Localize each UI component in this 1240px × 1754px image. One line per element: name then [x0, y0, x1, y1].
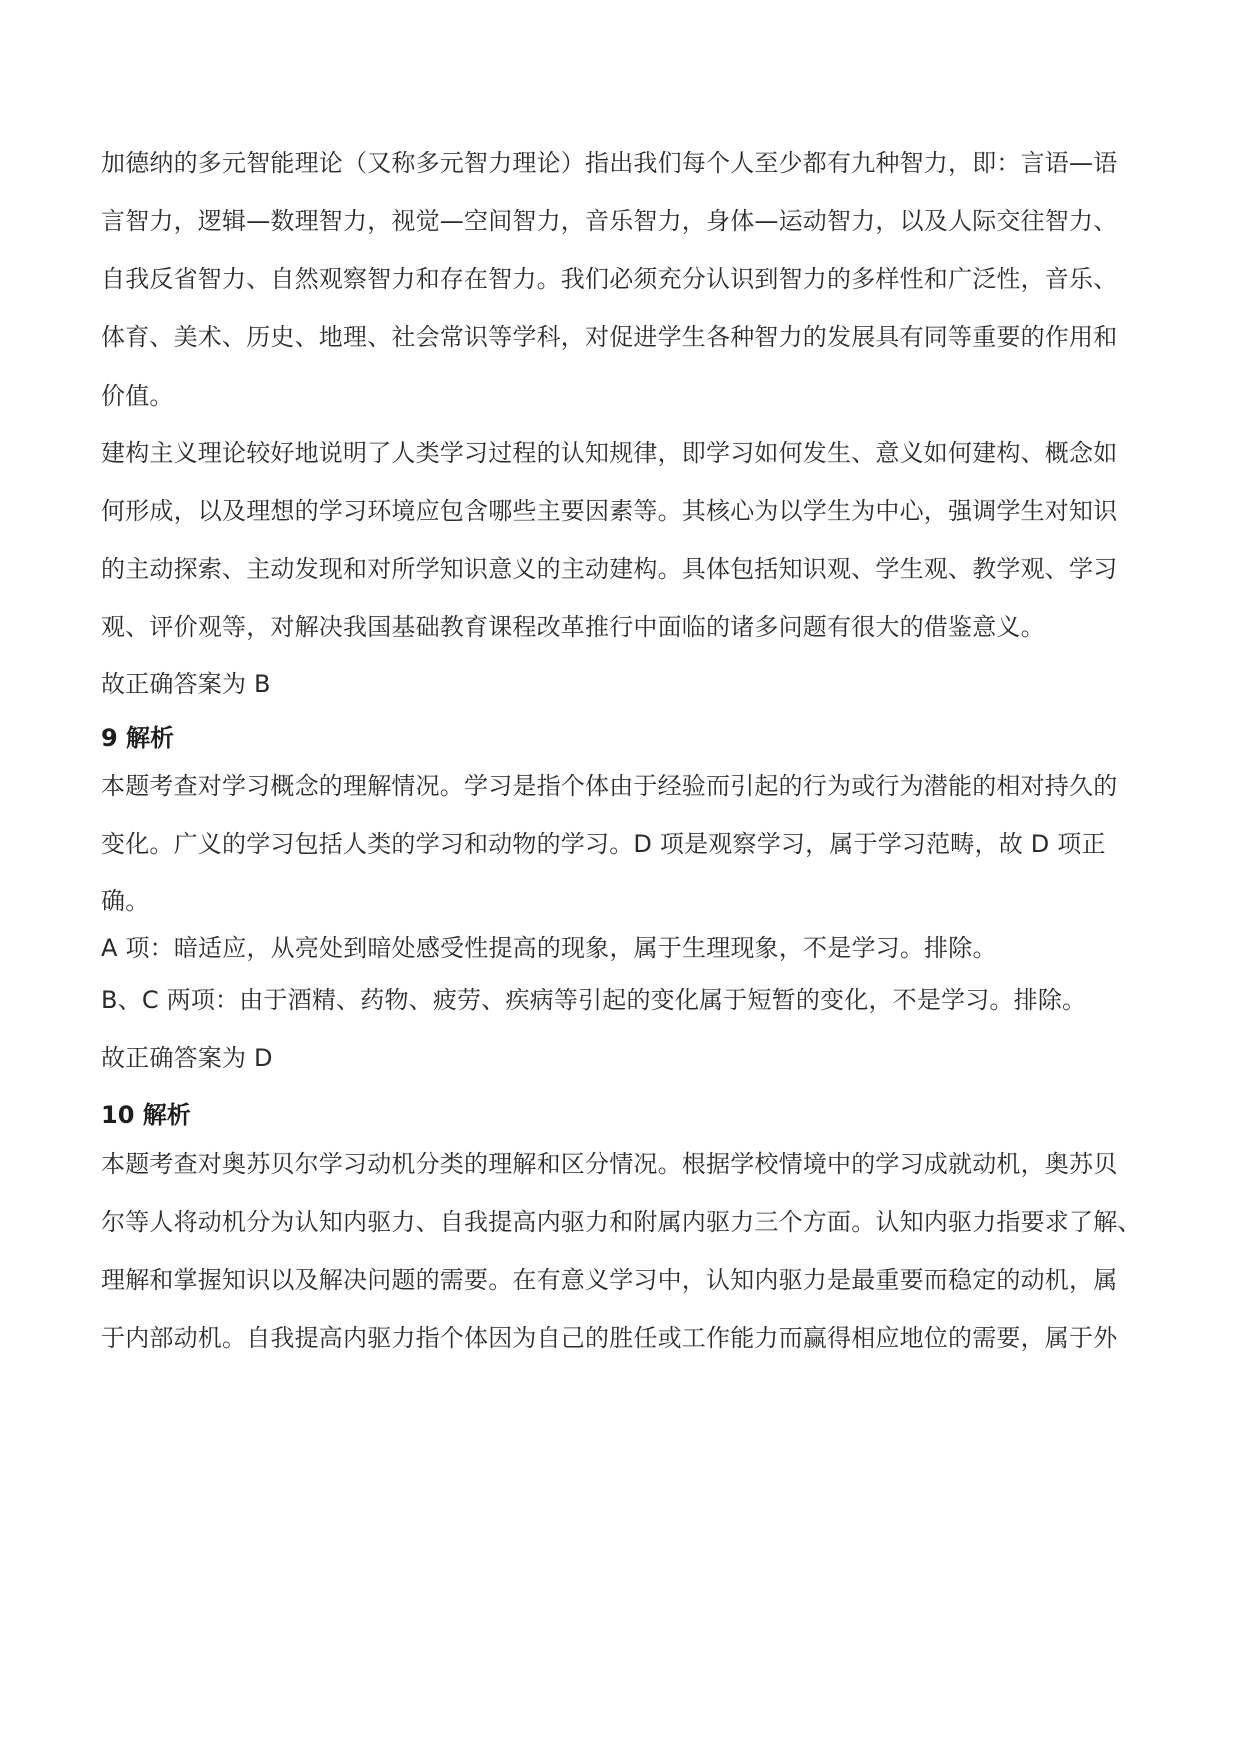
paragraph-line: 体育、美术、历史、地理、社会常识等学科，对促进学生各种智力的发展具有同等重要的作用和: [101, 323, 1118, 351]
paragraph-line: 建构主义理论较好地说明了人类学习过程的认知规律，即学习如何发生、意义如何建构、概念如: [101, 439, 1118, 467]
option-a-line: A 项：暗适应，从亮处到暗处感受性提高的现象，属于生理现象，不是学习。排除。: [101, 934, 997, 962]
paragraph-line: 观、评价观等，对解决我国基础教育课程改革推行中面临的诸多问题有很大的借鉴意义。: [101, 613, 1045, 641]
paragraph-line: 本题考查对奥苏贝尔学习动机分类的理解和区分情况。根据学校情境中的学习成就动机，奥苏贝: [101, 1150, 1118, 1178]
answer-line: 故正确答案为 D: [101, 1044, 273, 1072]
paragraph-line: 何形成，以及理想的学习环境应包含哪些主要因素等。其核心为以学生为中心，强调学生对知识: [101, 497, 1118, 525]
paragraph-line: 本题考查对学习概念的理解情况。学习是指个体由于经验而引起的行为或行为潜能的相对持久的: [101, 772, 1118, 800]
paragraph-line: 价值。: [101, 382, 174, 410]
paragraph-line: 确。: [101, 887, 150, 915]
paragraph-line: 的主动探索、主动发现和对所学知识意义的主动建构。具体包括知识观、学生观、教学观、学习: [101, 555, 1118, 583]
paragraph-line: 于内部动机。自我提高内驱力指个体因为自己的胜任或工作能力而赢得相应地位的需要，属于外: [101, 1324, 1118, 1352]
answer-line: 故正确答案为 B: [101, 670, 271, 698]
section-heading-10: 10 解析: [101, 1101, 191, 1129]
paragraph-line: 加德纳的多元智能理论（又称多元智力理论）指出我们每个人至少都有九种智力，即：言语—语: [101, 149, 1118, 177]
paragraph-line: 理解和掌握知识以及解决问题的需要。在有意义学习中，认知内驱力是最重要而稳定的动机，属: [101, 1266, 1118, 1294]
paragraph-line: 自我反省智力、自然观察智力和存在智力。我们必须充分认识到智力的多样性和广泛性，音乐、: [101, 265, 1118, 293]
paragraph-line: 言智力，逻辑—数理智力，视觉—空间智力，音乐智力，身体—运动智力，以及人际交往智力、: [101, 207, 1118, 235]
section-heading-9: 9 解析: [101, 724, 175, 752]
paragraph-line: 尔等人将动机分为认知内驱力、自我提高内驱力和附属内驱力三个方面。认知内驱力指要求了解、: [101, 1208, 1142, 1236]
option-bc-line: B、C 两项：由于酒精、药物、疲劳、疾病等引起的变化属于短暂的变化，不是学习。排除。: [101, 986, 1087, 1014]
paragraph-line: 变化。广义的学习包括人类的学习和动物的学习。D 项是观察学习，属于学习范畴，故 D 项正: [101, 830, 1106, 858]
